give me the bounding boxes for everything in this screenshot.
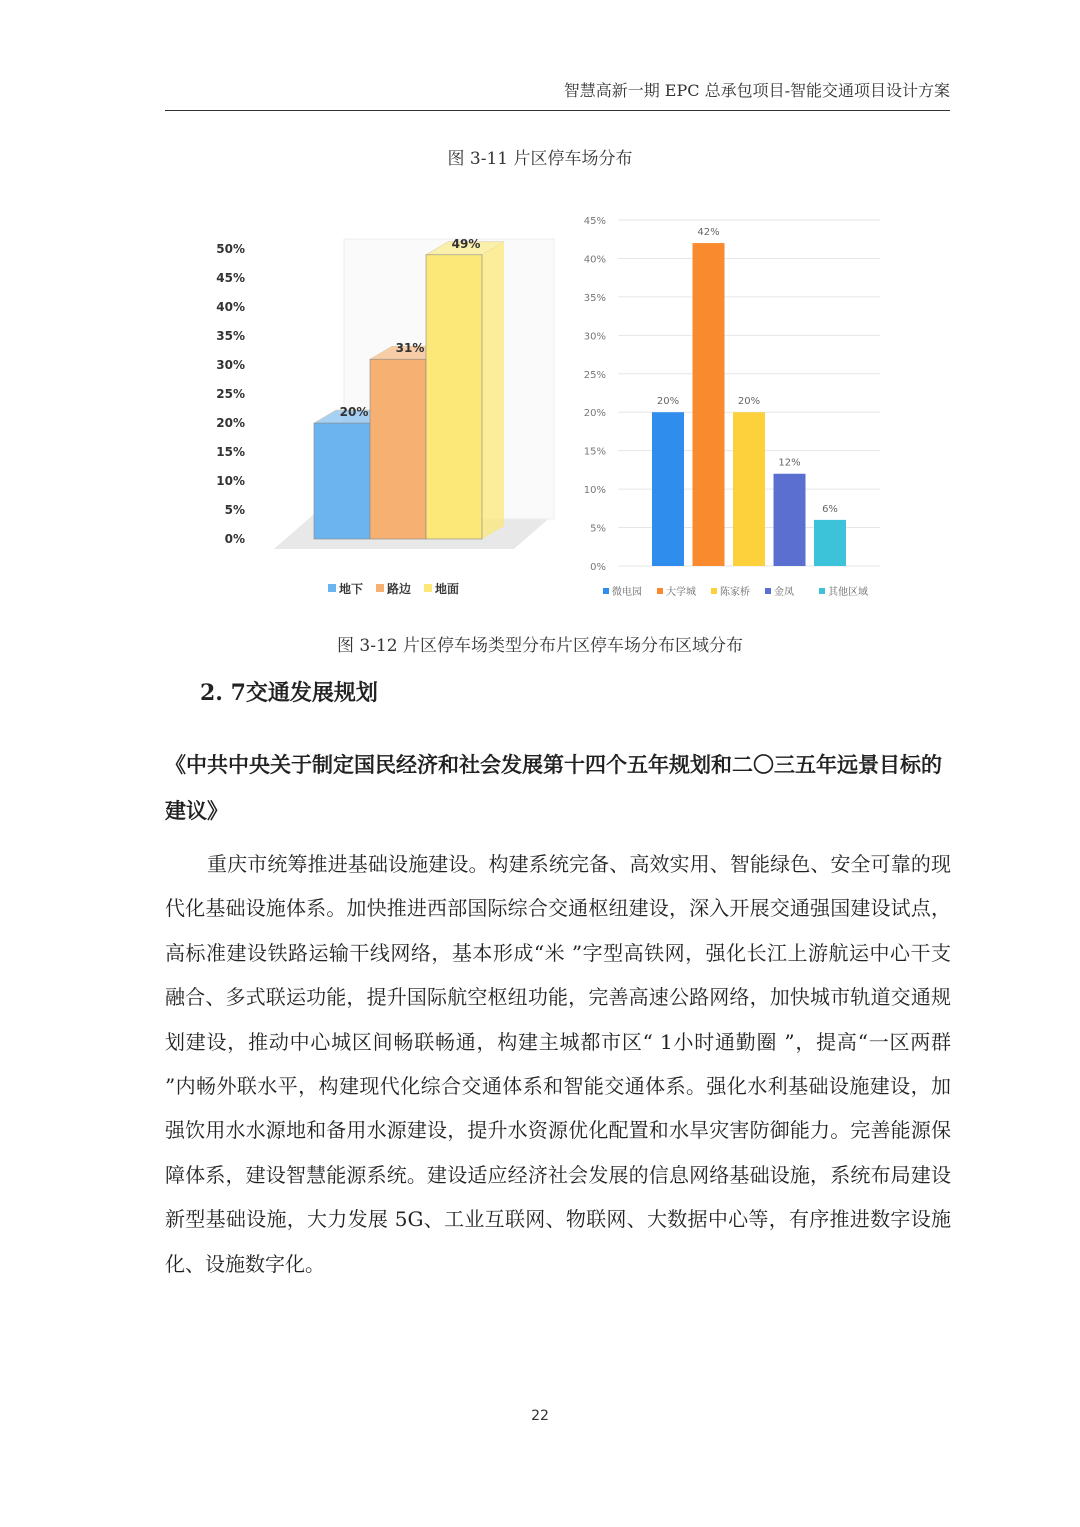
- chart2-bar: [693, 243, 725, 566]
- chart1-legend-label: 地面: [435, 582, 460, 596]
- chart2-legend-label: 大学城: [666, 587, 696, 598]
- chart2-bar: [733, 412, 765, 566]
- chart2-y-tick: 40%: [583, 254, 606, 266]
- page-number: 22: [531, 1408, 549, 1424]
- chart2-legend-swatch: [603, 588, 609, 594]
- chart2-data-label: 12%: [778, 457, 801, 469]
- chart1-y-tick: 0%: [224, 532, 245, 546]
- chart1-y-tick: 25%: [216, 387, 245, 401]
- chart2-legend-label: 陈家桥: [720, 587, 750, 598]
- figure-caption-bottom: 图 3-12 片区停车场类型分布片区停车场分布区域分布: [337, 636, 743, 656]
- chart1-legend-label: 路边: [387, 582, 412, 596]
- charts-container: [200, 200, 900, 620]
- chart2-y-tick: 30%: [583, 331, 606, 343]
- chart2-data-label: 20%: [737, 396, 761, 408]
- chart2-data-label: 20%: [656, 396, 680, 408]
- chart1-y-tick: 30%: [216, 358, 245, 372]
- chart2-legend-swatch: [765, 588, 771, 594]
- chart1-y-tick: 40%: [216, 300, 245, 314]
- chart2-bar: [774, 474, 806, 566]
- chart1-legend-swatch: [424, 584, 432, 592]
- chart1-bar: [370, 359, 426, 539]
- chart2-y-tick: 5%: [590, 523, 606, 535]
- chart1-legend-label: 地下: [339, 582, 364, 596]
- chart2-legend-label: 其他区域: [828, 587, 868, 598]
- chart1-bar-side: [482, 242, 504, 539]
- chart2-data-label: 6%: [822, 503, 838, 515]
- chart2-y-tick: 10%: [583, 485, 606, 497]
- body-paragraph: 重庆市统筹推进基础设施建设。构建系统完备、高效实用、智能绿色、安全可靠的现代化基础设施体系。加快推进西部国际综合交通枢纽建设，深入开展交通强国建设试点，高标准建设铁路运输干线网络，基本形成“米 ”字型高铁网，强化长江上游航运中心干支融合、多式联运功能，提升国际航空枢纽功能，完善高速公路网络，加快城市轨道交通规划建设，推动中心城区间畅联畅通，构建主城都市区“ 1小时通勤圈 ”，提高“一区两群 ”内畅外联水平，构建现代化综合交通体系和智能交通体系。强化水利基础设施建设，加强饮用水水源地和备用水源建设，提升水资源优化配置和水旱灾害防御能力。完善能源保障体系，建设智慧能源系统。建设适应经济社会发展的信息网络基础设施，系统布局建设新型基础设施，大力发展 5G、工业互联网、物联网、大数据中心等，有序推进数字设施化、设施数字化。: [165, 852, 951, 1276]
- chart1-legend-swatch: [376, 584, 384, 592]
- chart2-legend-label: 微电园: [612, 587, 642, 598]
- chart2-data-label: 42%: [697, 227, 720, 239]
- chart1-data-label: 31%: [395, 341, 425, 356]
- chart2-y-tick: 45%: [583, 216, 606, 227]
- charts-figure: [200, 200, 900, 620]
- chart1-y-tick: 10%: [216, 474, 245, 488]
- chart1-bar: [426, 255, 482, 539]
- chart1-bar: [314, 423, 370, 539]
- chart1-data-label: 49%: [451, 236, 481, 251]
- chart2-legend-swatch: [711, 588, 717, 594]
- chart2-y-tick: 20%: [583, 408, 606, 420]
- policy-title: 《中共中央关于制定国民经济和社会发展第十四个五年规划和二〇三五年远景目标的建议》: [165, 752, 942, 823]
- chart1-y-tick: 15%: [216, 445, 245, 459]
- figure-caption-top: 图 3-11 片区停车场分布: [447, 149, 633, 169]
- chart1-legend-swatch: [328, 584, 336, 592]
- chart2-y-tick: 25%: [583, 369, 606, 381]
- chart2-bar: [814, 520, 846, 566]
- chart2-bar: [652, 412, 684, 566]
- page-header: [165, 76, 950, 111]
- chart1-y-tick: 5%: [224, 503, 245, 517]
- chart1-data-label: 20%: [339, 405, 369, 419]
- chart2-y-tick: 15%: [583, 446, 606, 458]
- chart2-y-tick: 0%: [590, 562, 606, 573]
- chart2-legend-swatch: [819, 588, 825, 594]
- chart1-y-tick: 20%: [216, 416, 245, 430]
- section-title: 2. 7交通发展规划: [200, 680, 378, 706]
- chart1-y-tick: 50%: [216, 242, 245, 256]
- chart2-y-tick: 35%: [583, 292, 606, 304]
- header-title: 智慧高新一期 EPC 总承包项目-智能交通项目设计方案: [563, 81, 950, 100]
- chart2-legend-label: 金凤: [774, 587, 794, 598]
- chart1-y-tick: 45%: [216, 271, 245, 285]
- chart2-legend-swatch: [657, 588, 663, 594]
- chart1-y-tick: 35%: [216, 329, 245, 343]
